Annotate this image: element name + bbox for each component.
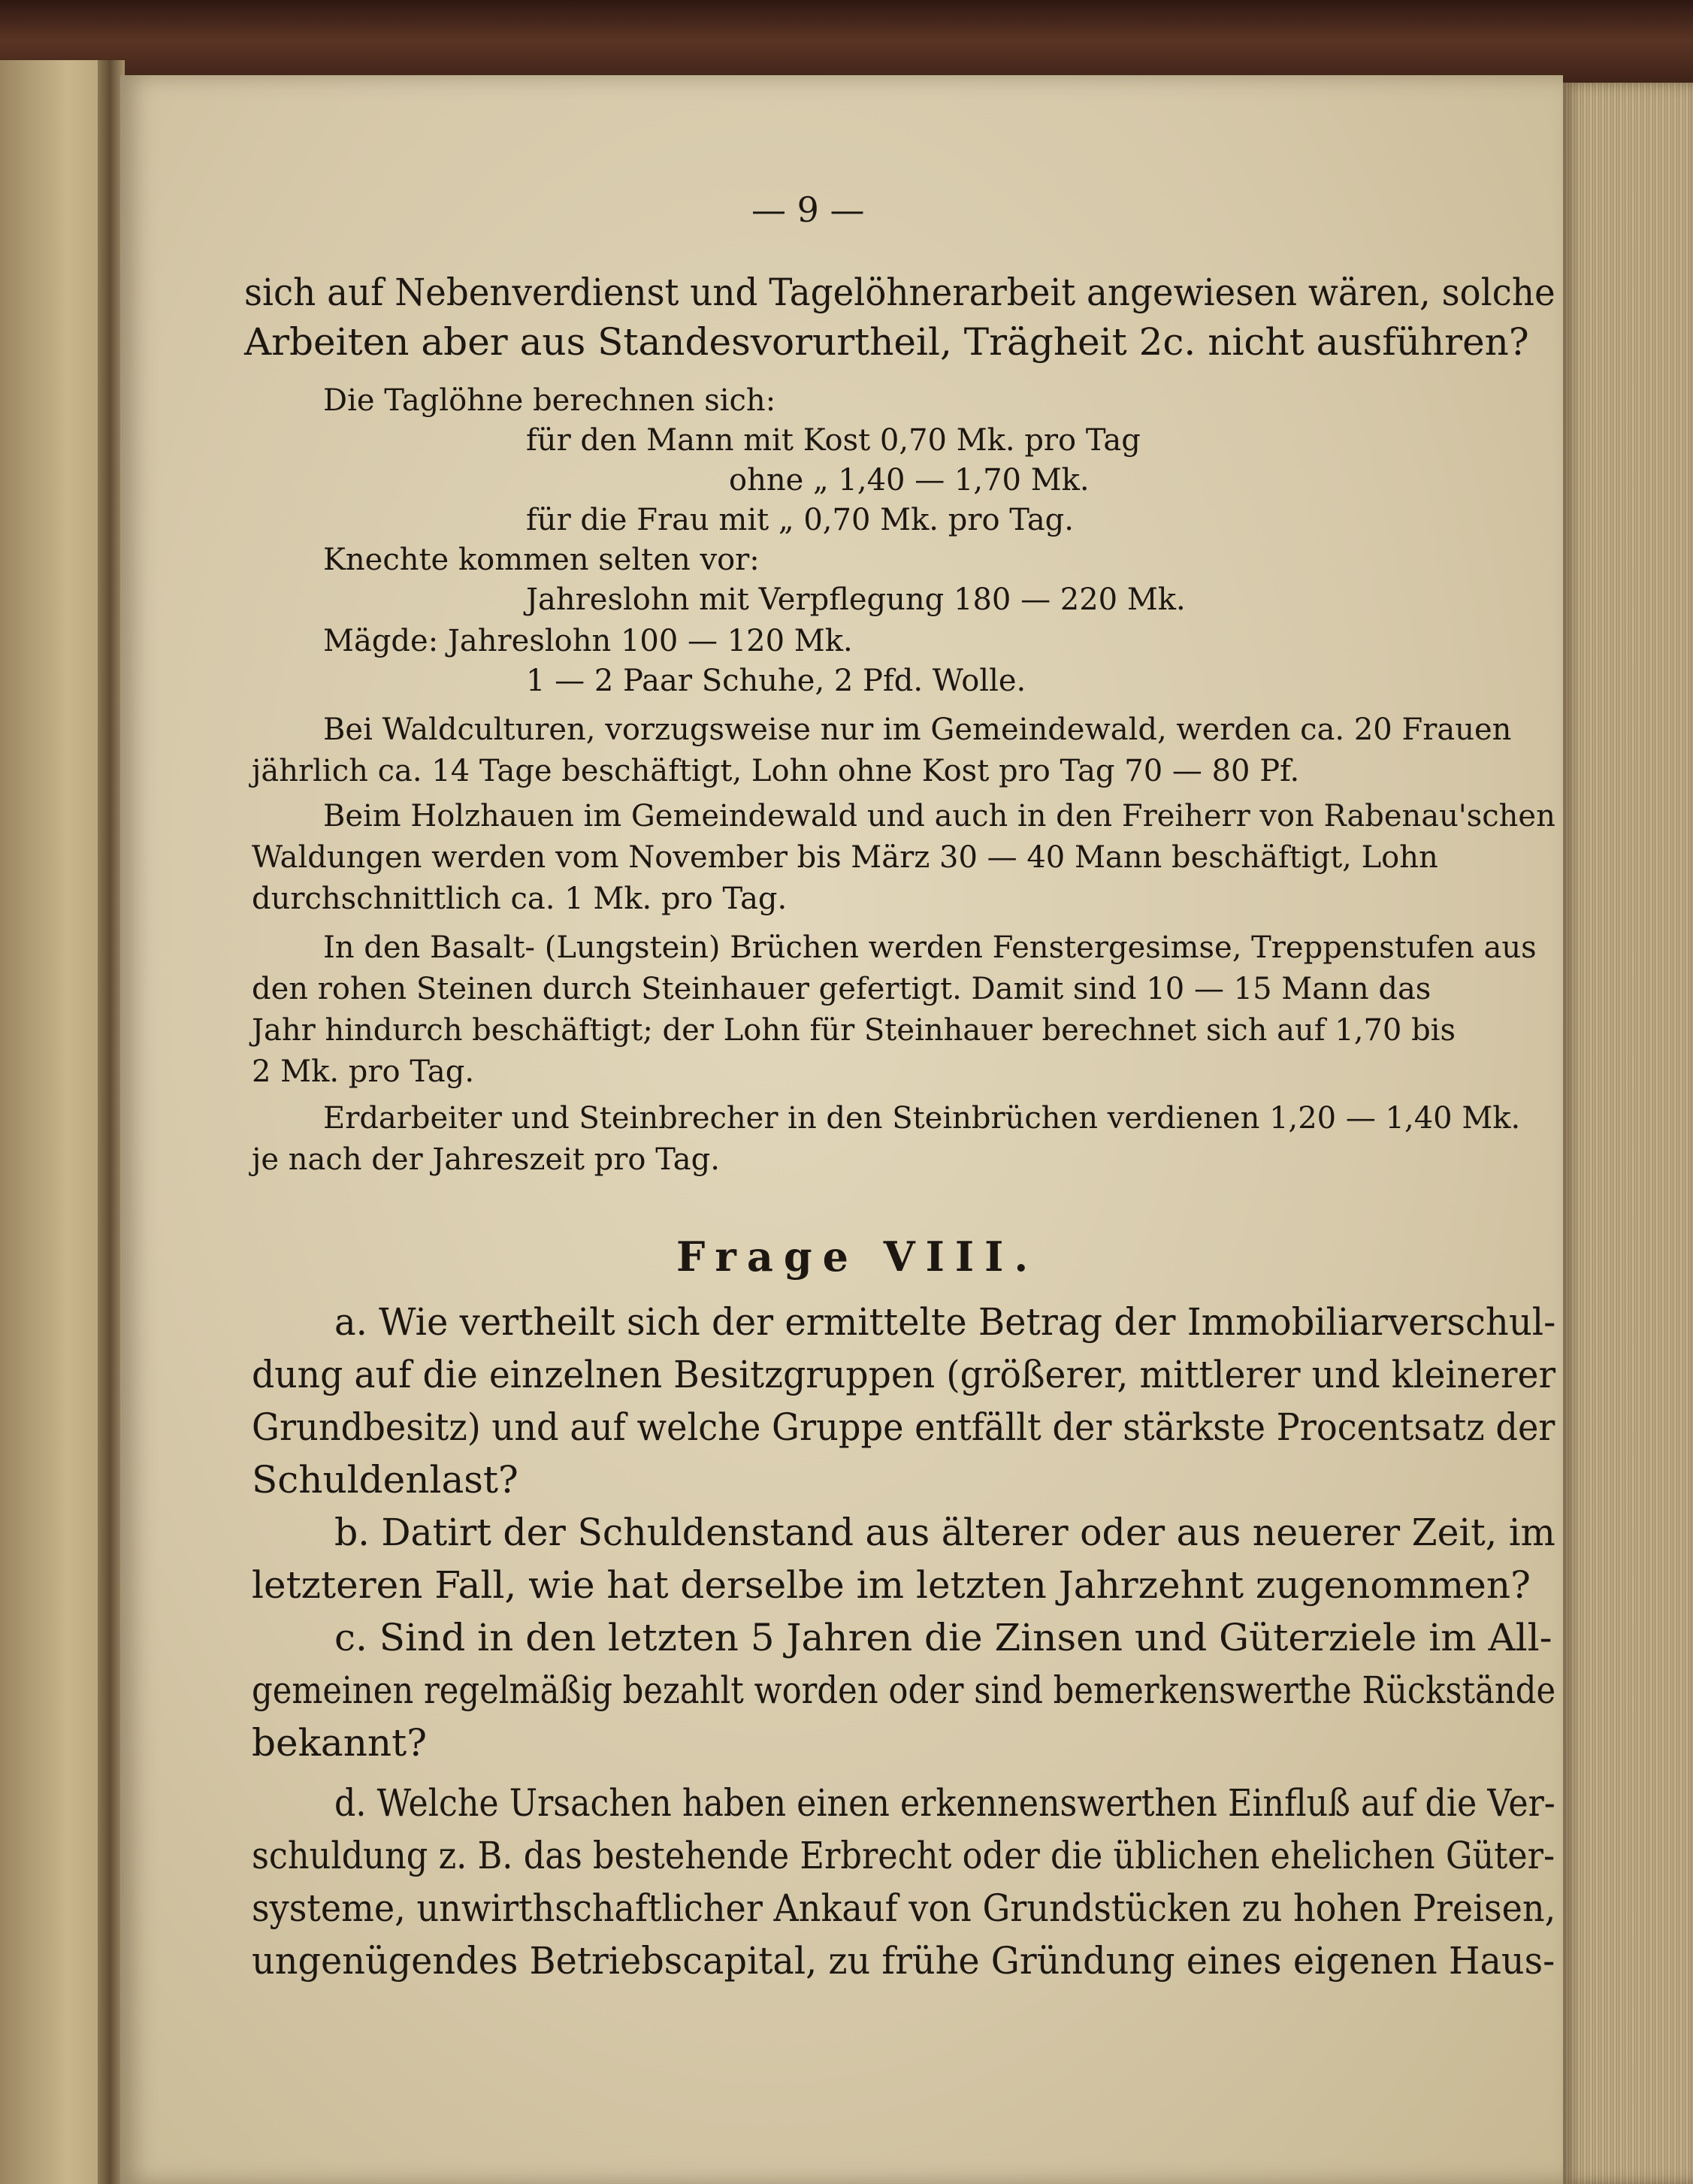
wages-line: für die Frau mit „ 0,70 Mk. pro Tag. [526, 503, 1075, 537]
wages-line: Mägde: Jahreslohn 100 — 120 Mk. [323, 624, 853, 658]
question-line: c. Sind in den letzten 5 Jahren die Zinsen und Güterziele im All- [334, 1616, 1552, 1659]
left-page-edge [0, 60, 113, 2184]
paragraph-line: durchschnittlich ca. 1 Mk. pro Tag. [252, 882, 788, 916]
question-line: b. Datirt der Schuldenstand aus älterer oder aus neuerer Zeit, im [334, 1511, 1555, 1554]
question-line: systeme, unwirthschaftlicher Ankauf von Grundstücken zu hohen Preisen, [252, 1886, 1556, 1930]
paragraph-line: Jahr hindurch beschäftigt; der Lohn für Steinhauer berechnet sich auf 1,70 bis [252, 1013, 1456, 1048]
question-line: Grundbesitz) und auf welche Gruppe entfällt der stärkste Procentsatz der [252, 1405, 1555, 1449]
page-number: — 9 — [751, 189, 865, 230]
intro-line: sich auf Nebenverdienst und Tagelöhnerarbeit angewiesen wären, solche [244, 271, 1555, 314]
question-line: d. Welche Ursachen haben einen erkennenswerthen Einfluß auf die Ver- [334, 1781, 1555, 1825]
question-line: a. Wie vertheilt sich der ermittelte Betrag der Immobiliarverschul- [334, 1300, 1556, 1344]
question-line: schuldung z. B. das bestehende Erbrecht oder die üblichen ehelichen Güter- [252, 1834, 1555, 1877]
section-heading: Frage VIII. [676, 1233, 1039, 1281]
question-line: Schuldenlast? [252, 1458, 518, 1502]
paragraph-line: Bei Waldculturen, vorzugsweise nur im Gemeindewald, werden ca. 20 Frauen [323, 712, 1512, 747]
paragraph-line: In den Basalt- (Lungstein) Brüchen werden Fenstergesimse, Treppenstufen aus [323, 930, 1537, 965]
question-line: gemeinen regelmäßig bezahlt worden oder sind bemerkenswerthe Rückstände [252, 1668, 1556, 1712]
intro-line: Arbeiten aber aus Standesvorurtheil, Trägheit 2c. nicht ausführen? [244, 320, 1529, 364]
wages-line: ohne „ 1,40 — 1,70 Mk. [729, 463, 1090, 498]
wages-line: für den Mann mit Kost 0,70 Mk. pro Tag [526, 423, 1141, 458]
page-fore-edge [1563, 83, 1693, 2184]
question-line: bekannt? [252, 1721, 428, 1765]
wages-line: Die Taglöhne berechnen sich: [323, 383, 776, 418]
question-line: letzteren Fall, wie hat derselbe im letzten Jahrzehnt zugenommen? [252, 1563, 1531, 1607]
paragraph-line: den rohen Steinen durch Steinhauer gefertigt. Damit sind 10 — 15 Mann das [252, 972, 1431, 1006]
wages-line: 1 — 2 Paar Schuhe, 2 Pfd. Wolle. [526, 664, 1026, 698]
question-line: ungenügendes Betriebscapital, zu frühe Gründung eines eigenen Haus- [252, 1939, 1555, 1983]
paragraph-line: Erdarbeiter und Steinbrecher in den Steinbrüchen verdienen 1,20 — 1,40 Mk. [323, 1101, 1521, 1136]
paragraph-line: jährlich ca. 14 Tage beschäftigt, Lohn ohne Kost pro Tag 70 — 80 Pf. [252, 754, 1300, 788]
question-line: dung auf die einzelnen Besitzgruppen (größerer, mittlerer und kleinerer [252, 1353, 1556, 1396]
paragraph-line: Waldungen werden vom November bis März 30 — 40 Mann beschäftigt, Lohn [252, 840, 1438, 875]
wages-line: Jahreslohn mit Verpflegung 180 — 220 Mk. [526, 582, 1186, 617]
paragraph-line: je nach der Jahreszeit pro Tag. [252, 1142, 720, 1177]
paragraph-line: 2 Mk. pro Tag. [252, 1054, 475, 1089]
wages-line: Knechte kommen selten vor: [323, 543, 760, 577]
paragraph-line: Beim Holzhauen im Gemeindewald und auch in den Freiherr von Rabenau'schen [323, 799, 1555, 833]
